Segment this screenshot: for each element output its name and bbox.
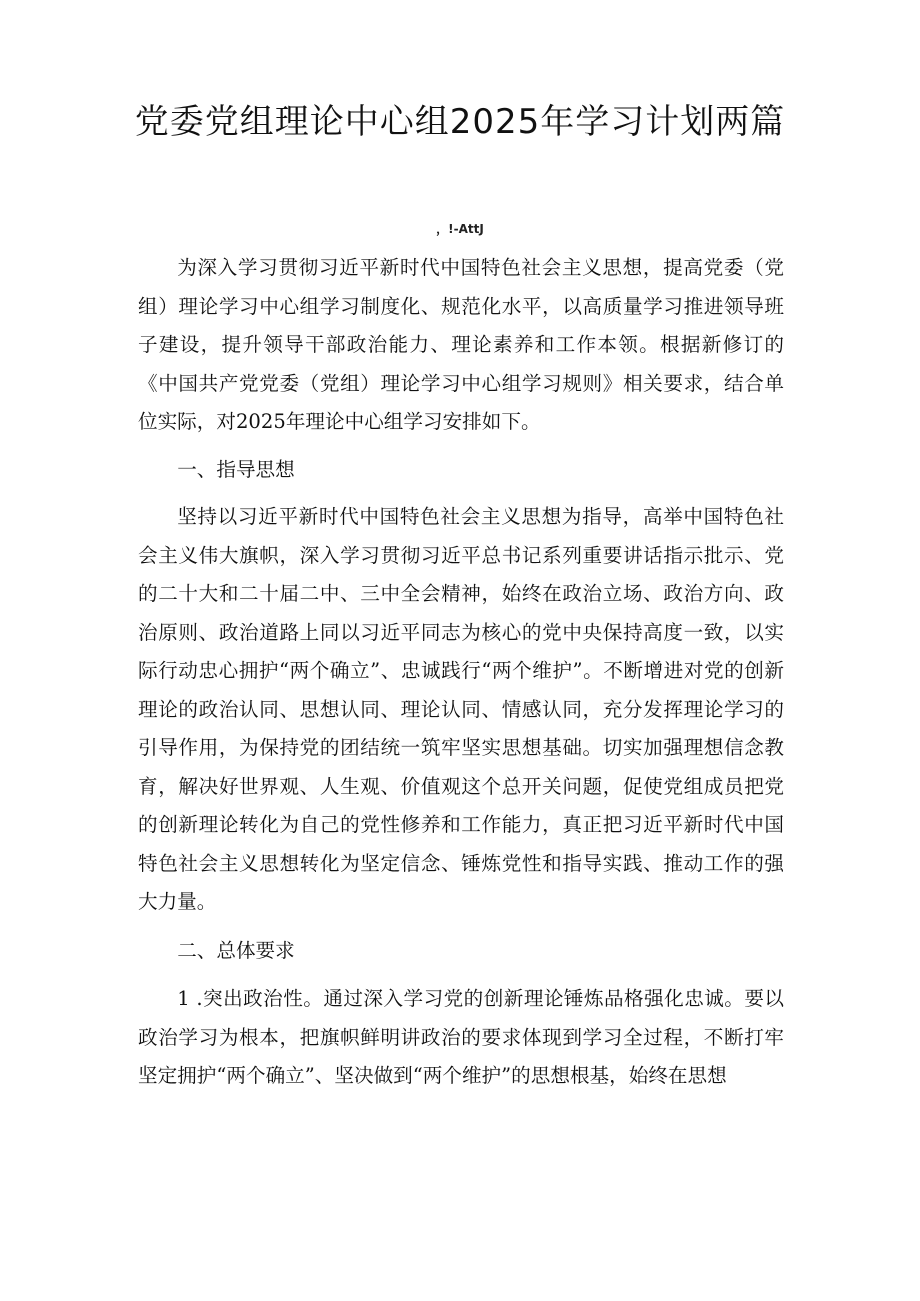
document-title: 党委党组理论中心组2025年学习计划两篇 <box>134 102 786 142</box>
guiding-thought-paragraph: 坚持以习近平新时代中国特色社会主义思想为指导，高举中国特色社会主义伟大旗帜，深入学习贯彻习近平总书记系列重要讲话指示批示、党的二十大和二十届二中、三中全会精神，始终在政治立场、政治方向、政治原则、政治道路上同以习近平同志为核心的党中央保持高度一致，以实际行动忠心拥护“两个确立”、忠诚践行“两个维护”。不断增进对党的创新理论的政治认同、思想认同、理论认同、情感认同，充分发挥理论学习的引导作用，为保持党的团结统一筑牢坚实思想基础。切实加强理想信念教育，解决好世界观、人生观、价值观这个总开关问题，促使党组成员把党的创新理论转化为自己的党性修养和工作能力，真正把习近平新时代中国特色社会主义思想转化为坚定信念、锤炼党性和指导实践、推动工作的强大力量。 <box>138 505 784 913</box>
requirement-item-1: 1 .突出政治性。通过深入学习党的创新理论锤炼品格强化忠诚。要以政治学习为根本，把旗帜鲜明讲政治的要求体现到学习全过程，不断打牢坚定拥护“两个确立”、坚决做到“两个维护”的思想根基，始终在思想 <box>138 987 784 1087</box>
document-mark: ，!-AttJ <box>436 222 484 236</box>
section-heading-general-requirements: 二、总体要求 <box>177 938 295 962</box>
intro-paragraph: 为深入学习贯彻习近平新时代中国特色社会主义思想，提高党委（党组）理论学习中心组学习制度化、规范化水平，以高质量学习推进领导班子建设，提升领导干部政治能力、理论素养和工作本领。根据新修订的《中国共产党党委（党组）理论学习中心组学习规则》相关要求，结合单位实际，对2025年理论中心组学习安排如下。 <box>138 256 784 433</box>
document-body <box>138 249 784 1096</box>
section-heading-guiding-thought: 一、指导思想 <box>177 457 295 481</box>
